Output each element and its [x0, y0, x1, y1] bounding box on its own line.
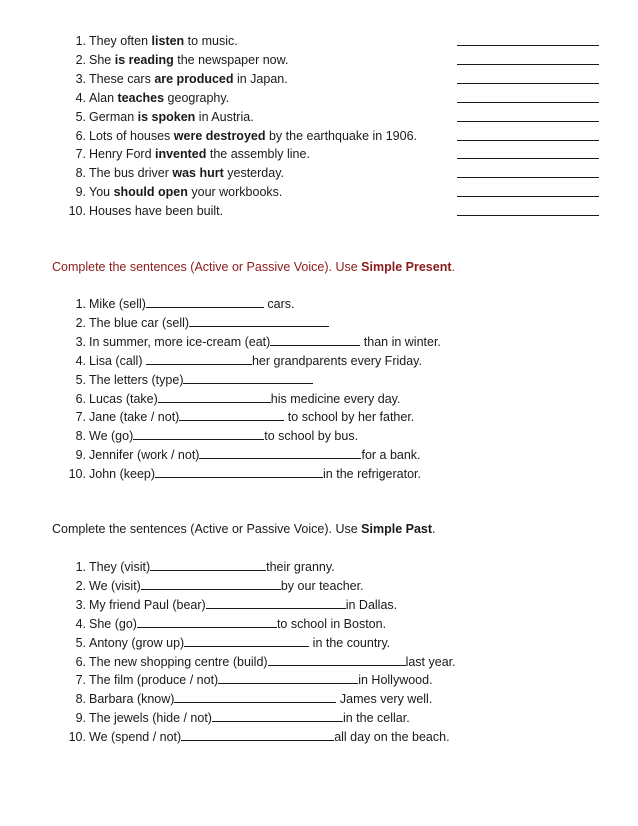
sentence-text: [89, 371, 313, 390]
sentence-item: [0, 577, 638, 596]
verb-form: is reading: [114, 52, 174, 67]
sentence-item: [0, 728, 638, 747]
sentence-item: [0, 333, 638, 352]
instruction-tense: Simple Past: [361, 522, 433, 536]
item-number: 8.: [75, 166, 86, 181]
answer-blank[interactable]: [212, 709, 343, 722]
sentence-fragment: the newspaper now.: [173, 52, 289, 67]
answer-line[interactable]: [457, 83, 599, 84]
sentence-text: [89, 728, 450, 747]
sentence-item: [0, 352, 638, 371]
sentence-fragment: in Hollywood.: [358, 673, 433, 688]
instruction-text: Complete the sentences (Active or Passive Voice). Use: [52, 260, 362, 274]
sentence-fragment: yesterday.: [223, 166, 284, 181]
item-number: 2.: [75, 315, 86, 330]
sentence-text: [89, 634, 390, 653]
answer-blank[interactable]: [268, 653, 406, 666]
item-number: 10.: [68, 467, 86, 482]
sentence-item: [0, 371, 638, 390]
verb-form: were destroyed: [173, 128, 266, 143]
answer-line[interactable]: [457, 215, 599, 216]
item-number: 4.: [75, 90, 86, 105]
sentence-fragment: your workbooks.: [187, 185, 283, 200]
sentence-fragment: She: [89, 52, 115, 67]
sentence-fragment: My friend Paul (bear): [89, 597, 206, 612]
sentence-text: [89, 145, 310, 164]
sentence-item: [0, 427, 638, 446]
sentence-fragment: for a bank.: [361, 448, 421, 463]
sentence-fragment: Houses have been built.: [89, 204, 224, 219]
sentence-fragment: We (spend / not): [89, 730, 182, 745]
item-number: 9.: [75, 185, 86, 200]
answer-blank[interactable]: [146, 295, 264, 308]
sentence-fragment: Antony (grow up): [89, 635, 185, 650]
sentence-text: [89, 89, 229, 108]
item-number: 10.: [68, 204, 86, 219]
sentence-fragment: their granny.: [266, 560, 335, 574]
sentence-fragment: in Japan.: [233, 71, 288, 86]
item-number: 1.: [75, 34, 86, 48]
sentence-fragment: in Dallas.: [345, 597, 398, 612]
verb-form: should open: [113, 185, 188, 200]
sentence-fragment: to school by her father.: [284, 410, 415, 425]
answer-line[interactable]: [457, 121, 599, 122]
sentence-fragment: They often: [89, 34, 152, 48]
sentence-fragment: Henry Ford: [89, 147, 155, 162]
answer-blank[interactable]: [150, 558, 266, 571]
sentence-text: [89, 70, 288, 89]
sentence-fragment: in the cellar.: [342, 711, 410, 726]
sentence-text: [89, 690, 432, 709]
answer-line[interactable]: [457, 140, 599, 141]
sentence-fragment: We (visit): [89, 578, 141, 593]
sentence-fragment: his medicine every day.: [270, 391, 401, 406]
sentence-fragment: We (go): [89, 429, 134, 444]
sentence-text: [89, 446, 421, 465]
sentence-fragment: Jane (take / not): [89, 410, 180, 425]
instruction-text: Complete the sentences (Active or Passive Voice). Use: [52, 522, 362, 536]
sentence-item: [0, 164, 638, 183]
answer-blank[interactable]: [174, 690, 336, 703]
verb-form: teaches: [117, 90, 165, 105]
item-number: 9.: [75, 448, 86, 463]
sentence-item: [0, 465, 638, 484]
instruction-simple-present: [52, 260, 455, 274]
sentence-text: [89, 333, 441, 352]
sentence-fragment: Alan: [89, 90, 118, 105]
sentence-text: [89, 596, 397, 615]
sentence-item: [0, 314, 638, 333]
sentence-text: [89, 558, 335, 577]
verb-form: listen: [151, 34, 185, 48]
sentence-text: [89, 108, 254, 127]
answer-line[interactable]: [457, 177, 599, 178]
item-number: 5.: [75, 109, 86, 124]
sentence-item: [0, 183, 638, 202]
sentence-item: [0, 145, 638, 164]
sentence-item: [0, 70, 638, 89]
sentence-item: [0, 390, 638, 409]
item-number: 2.: [75, 52, 86, 67]
sentence-text: [89, 51, 288, 70]
sentence-text: [89, 427, 358, 446]
sentence-fragment: by the earthquake in 1906.: [265, 128, 418, 143]
item-number: 6.: [75, 128, 86, 143]
item-number: 3.: [75, 334, 86, 349]
sentence-item: [0, 32, 638, 51]
sentence-item: [0, 671, 638, 690]
sentence-fragment: James very well.: [336, 692, 433, 707]
item-number: 4.: [75, 353, 86, 368]
sentence-fragment: Barbara (know): [89, 692, 175, 707]
answer-blank[interactable]: [218, 671, 358, 684]
sentence-fragment: than in winter.: [360, 334, 441, 349]
answer-blank[interactable]: [137, 615, 277, 628]
item-number: 7.: [75, 410, 86, 425]
sentence-fragment: John (keep): [89, 467, 156, 482]
sentence-fragment: by our teacher.: [280, 578, 364, 593]
sentence-fragment: to school in Boston.: [276, 616, 387, 631]
answer-line[interactable]: [457, 45, 599, 46]
answer-line[interactable]: [457, 102, 599, 103]
instruction-simple-past: [52, 522, 436, 536]
item-number: 4.: [75, 616, 86, 631]
item-number: 8.: [75, 429, 86, 444]
instruction-suffix: .: [432, 522, 436, 536]
sentence-fragment: in the country.: [309, 635, 391, 650]
sentence-fragment: last year.: [405, 654, 456, 669]
item-number: 7.: [75, 673, 86, 688]
sentence-fragment: her grandparents every Friday.: [251, 353, 422, 368]
sentence-text: [89, 465, 421, 484]
sentence-item: [0, 690, 638, 709]
verb-form: invented: [155, 147, 207, 162]
sentence-text: [89, 127, 417, 146]
answer-blank[interactable]: [199, 446, 361, 459]
sentence-item: [0, 51, 638, 70]
verb-form: are produced: [154, 71, 234, 86]
sentence-item: [0, 558, 638, 577]
sentence-text: [89, 671, 433, 690]
sentence-text: [89, 352, 422, 371]
item-number: 1.: [75, 297, 86, 311]
sentence-fragment: The blue car (sell): [89, 315, 190, 330]
sentence-item: [0, 202, 638, 221]
sentence-text: [89, 577, 364, 596]
sentence-text: [89, 709, 410, 728]
answer-blank[interactable]: [141, 577, 281, 590]
answer-line[interactable]: [457, 196, 599, 197]
sentence-fragment: The bus driver: [89, 166, 173, 181]
sentence-item: [0, 89, 638, 108]
sentence-fragment: She (go): [89, 616, 137, 631]
item-number: 6.: [75, 654, 86, 669]
answer-blank[interactable]: [189, 314, 329, 327]
answer-blank[interactable]: [179, 408, 284, 421]
item-number: 10.: [68, 730, 86, 745]
sentence-text: [89, 653, 456, 672]
sentence-fragment: German: [89, 109, 138, 124]
sentence-text: [89, 183, 282, 202]
sentence-fragment: You: [89, 185, 114, 200]
verb-form: is spoken: [137, 109, 196, 124]
sentence-fragment: cars.: [263, 297, 295, 311]
answer-blank[interactable]: [155, 465, 323, 478]
answer-line[interactable]: [457, 158, 599, 159]
answer-blank[interactable]: [158, 390, 271, 403]
item-number: 3.: [75, 597, 86, 612]
sentence-fragment: in the refrigerator.: [323, 467, 421, 482]
sentence-item: [0, 295, 638, 314]
sentence-fragment: Lucas (take): [89, 391, 158, 406]
sentence-fragment: in Austria.: [195, 109, 254, 124]
answer-blank[interactable]: [184, 634, 309, 647]
answer-blank[interactable]: [133, 427, 264, 440]
verb-form: was hurt: [172, 166, 224, 181]
sentence-item: [0, 653, 638, 672]
sentence-fragment: The jewels (hide / not): [89, 711, 212, 726]
sentence-fragment: geography.: [164, 90, 230, 105]
sentence-text: [89, 202, 223, 221]
sentence-item: [0, 615, 638, 634]
sentence-fragment: to music.: [184, 34, 238, 48]
item-number: 5.: [75, 372, 86, 387]
sentence-fragment: Jennifer (work / not): [89, 448, 200, 463]
sentence-text: [89, 390, 400, 409]
sentence-fragment: These cars: [89, 71, 155, 86]
sentence-fragment: the assembly line.: [206, 147, 310, 162]
sentence-fragment: They (visit): [89, 560, 151, 574]
sentence-item: [0, 634, 638, 653]
sentence-text: [89, 32, 238, 51]
answer-blank[interactable]: [270, 333, 360, 346]
sentence-text: [89, 314, 329, 333]
sentence-text: [89, 164, 284, 183]
sentence-item: [0, 408, 638, 427]
sentence-item: [0, 108, 638, 127]
sentence-fragment: Mike (sell): [89, 297, 146, 311]
answer-blank[interactable]: [206, 596, 346, 609]
sentence-fragment: The letters (type): [89, 372, 184, 387]
answer-line[interactable]: [457, 64, 599, 65]
instruction-tense: Simple Present: [361, 260, 452, 274]
item-number: 1.: [75, 560, 86, 574]
instruction-suffix: .: [451, 260, 455, 274]
item-number: 3.: [75, 71, 86, 86]
item-number: 2.: [75, 578, 86, 593]
item-number: 6.: [75, 391, 86, 406]
sentence-item: [0, 709, 638, 728]
answer-blank[interactable]: [146, 352, 252, 365]
item-number: 7.: [75, 147, 86, 162]
sentence-item: [0, 596, 638, 615]
answer-blank[interactable]: [183, 371, 313, 384]
sentence-fragment: The new shopping centre (build): [89, 654, 268, 669]
item-number: 5.: [75, 635, 86, 650]
sentence-text: [89, 408, 414, 427]
sentence-fragment: The film (produce / not): [89, 673, 219, 688]
sentence-fragment: Lisa (call): [89, 353, 146, 368]
item-number: 9.: [75, 711, 86, 726]
sentence-text: [89, 295, 295, 314]
sentence-item: [0, 127, 638, 146]
sentence-fragment: to school by bus.: [264, 429, 359, 444]
answer-blank[interactable]: [181, 728, 334, 741]
item-number: 8.: [75, 692, 86, 707]
sentence-fragment: all day on the beach.: [334, 730, 450, 745]
sentence-fragment: Lots of houses: [89, 128, 174, 143]
sentence-item: [0, 446, 638, 465]
sentence-fragment: In summer, more ice-cream (eat): [89, 334, 271, 349]
sentence-text: [89, 615, 386, 634]
